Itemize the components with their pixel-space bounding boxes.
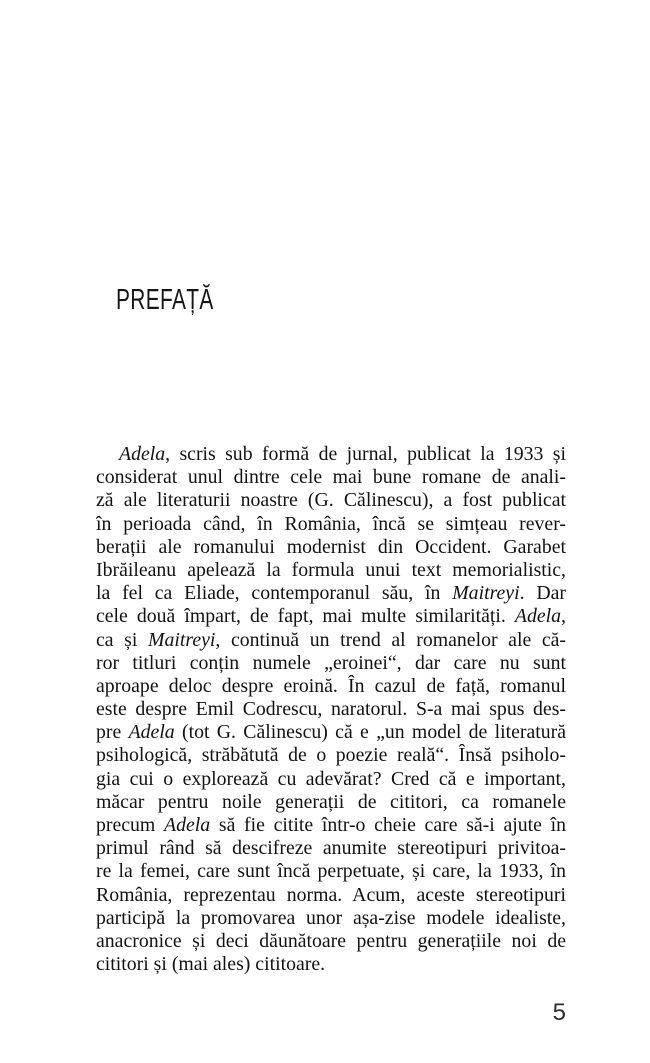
body-text: ror titluri conțin numele „eroinei“, dar care nu sunt: [96, 651, 566, 674]
text-line: [96, 814, 566, 837]
body-text: este despre Emil Codrescu, naratorul. S-a mai spus des-: [96, 698, 566, 721]
text-line: [96, 884, 566, 907]
body-text: psihologică, străbătută de o poezie reală“. Însă psiholo-: [96, 744, 566, 767]
body-text: ză ale literaturii noastre (G. Călinescu), a fost publicat: [96, 489, 566, 512]
text-line: [96, 559, 566, 582]
body-text: gia cui o explorează cu adevărat? Cred că e important,: [96, 767, 566, 790]
text-line: [96, 536, 566, 559]
text-line: [96, 698, 566, 721]
text-line: [96, 953, 566, 976]
page-number: 5: [552, 999, 566, 1026]
body-text: România, reprezentau norma. Acum, aceste stereotipuri: [96, 883, 566, 906]
body-text: . Dar: [519, 582, 566, 605]
text-line: [96, 721, 566, 744]
text-line: [96, 744, 566, 767]
text-line: [96, 768, 566, 791]
italic-text: Maitreyi: [148, 628, 216, 651]
text-line: [96, 605, 566, 628]
text-line: [96, 629, 566, 652]
body-text: ca și: [96, 628, 148, 651]
body-text: cititori și (mai ales) cititoare.: [96, 953, 326, 976]
body-text: la fel ca Eliade, contemporanul său, în: [96, 582, 453, 605]
body-text: măcar pentru noile generații de cititori, ca romanele: [96, 790, 566, 813]
text-line: [96, 837, 566, 860]
body-text: cele două împart, de fapt, mai multe similarități.: [96, 605, 515, 628]
text-line: [96, 513, 566, 536]
text-line: [96, 930, 566, 953]
italic-text: Adela: [128, 721, 175, 744]
body-text: pre: [96, 721, 129, 744]
text-line: [96, 907, 566, 930]
text-line: [96, 791, 566, 814]
preface-paragraph: [96, 443, 566, 976]
body-text: re la femei, care sunt încă perpetuate, și care, la 1933, în: [96, 860, 566, 883]
text-line: [96, 652, 566, 675]
body-text: primul rând să descifreze anumite stereotipuri privitoa-: [96, 837, 566, 860]
body-text: precum: [96, 814, 165, 836]
body-text: să fie citite într-o cheie care să-i ajute în: [210, 814, 566, 836]
text-line: [96, 582, 566, 605]
body-text: , scris sub formă de jurnal, publicat la 1933 și: [165, 443, 566, 465]
text-line: [96, 860, 566, 883]
body-text: , continuă un trend al romanelor ale că-: [215, 628, 566, 651]
body-text: (tot G. Călinescu) că e „un model de literatură: [174, 721, 566, 744]
body-text: în perioada când, în România, încă se simțeau rever-: [96, 512, 566, 535]
body-text: aproape deloc despre eroină. În cazul de față, romanul: [96, 674, 566, 697]
text-line: [96, 675, 566, 698]
text-line: [96, 466, 566, 489]
italic-text: Maitreyi: [452, 582, 520, 605]
text-line: [96, 443, 566, 466]
body-text: Ibrăileanu apelează la formula unui text memorialistic,: [96, 558, 566, 581]
text-line: [96, 489, 566, 512]
body-text: participă la promovarea unor așa-zise modele idealiste,: [96, 906, 566, 929]
italic-text: Adela: [119, 443, 166, 465]
body-text: berații ale romanului modernist din Occident. Garabet: [96, 535, 566, 558]
body-text: considerat unul dintre cele mai bune romane de anali-: [96, 466, 566, 489]
chapter-title: PREFAȚĂ: [116, 284, 214, 316]
italic-text: Adela: [514, 605, 562, 628]
body-text: anacronice și deci dăunătoare pentru generațiile noi de: [96, 929, 566, 952]
italic-text: Adela: [164, 814, 211, 836]
body-text: ,: [561, 605, 566, 628]
